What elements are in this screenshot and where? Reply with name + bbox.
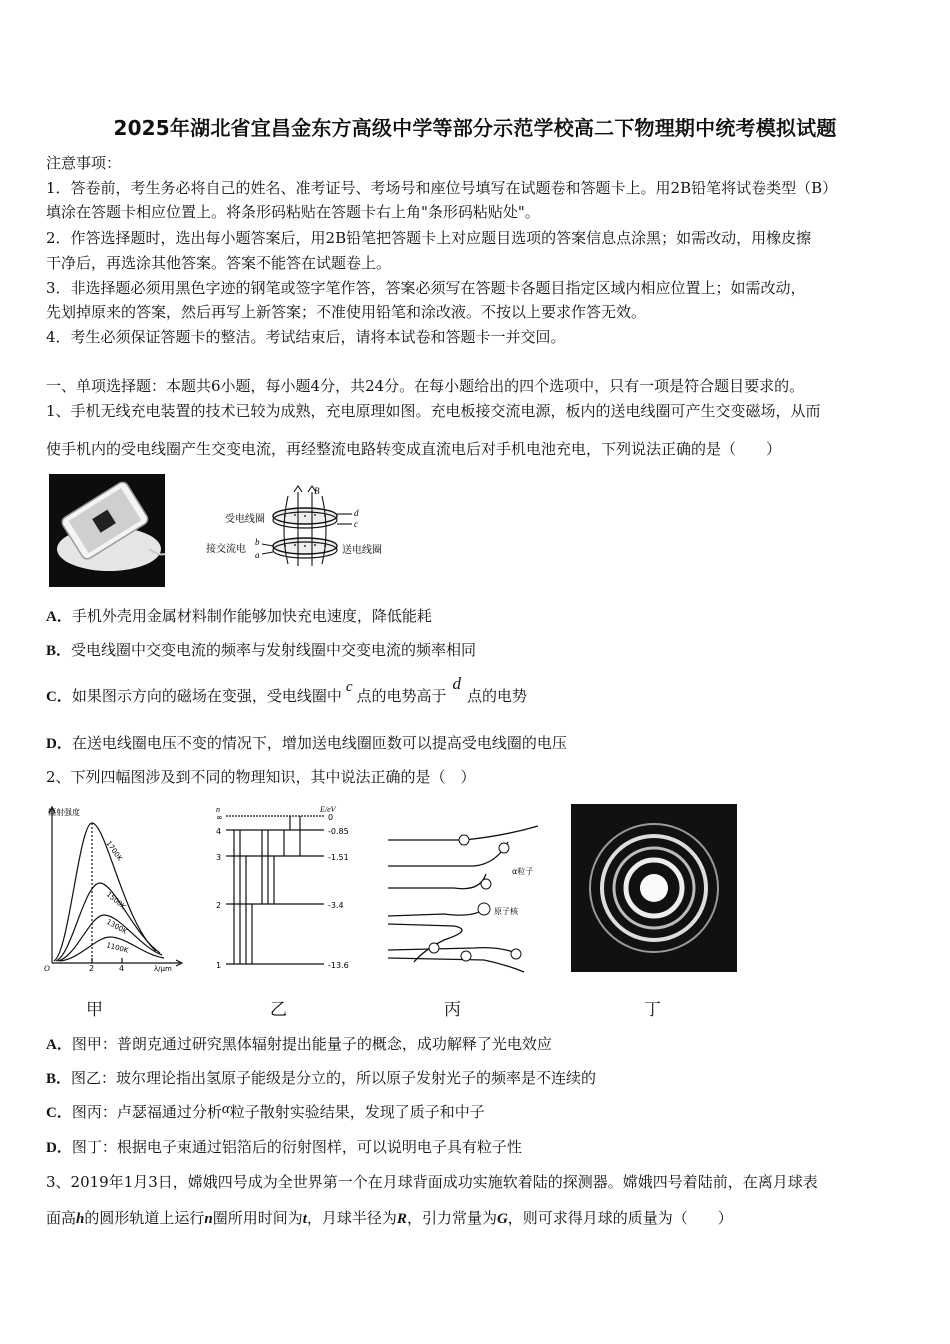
curve-label: 1500K bbox=[104, 890, 128, 911]
notice-line: 1．答卷前，考生务必将自己的姓名、准考证号、考场号和座位号填写在试题卷和答题卡上。用2B铅笔将试卷类型（B） bbox=[46, 179, 838, 197]
label-receive-coil: 受电线圈 bbox=[225, 514, 265, 525]
q1-option-b: B．受电线圈中交变电流的频率与发射线圈中交变电流的频率相同 bbox=[46, 641, 477, 659]
q1-stem: 使手机内的受电线圈产生交变电流，再经整流电路转变成直流电后对手机电池充电，下列说法正确的是（ ） bbox=[46, 440, 782, 458]
notice-heading: 注意事项： bbox=[46, 154, 122, 172]
alpha-label: α粒子 bbox=[512, 867, 534, 876]
notice-line: 填涂在答题卡相应位置上。将条形码粘贴在答题卡右上角"条形码粘贴处"。 bbox=[46, 203, 540, 221]
blackbody-tick: 2 bbox=[89, 964, 95, 973]
coil-diagram bbox=[200, 484, 400, 574]
blackbody-tick: 4 bbox=[119, 964, 125, 973]
alpha-scattering-diagram bbox=[384, 818, 544, 976]
figure-label: 乙 bbox=[270, 1000, 287, 1020]
figure-label: 丙 bbox=[444, 1000, 461, 1020]
label-ac-input: 接交流电 bbox=[206, 544, 246, 555]
level-e: -0.85 bbox=[328, 827, 349, 836]
curve-label: 1300K bbox=[105, 917, 129, 936]
curve-label: 1100K bbox=[105, 941, 130, 955]
page-title: 2025年湖北省宜昌金东方高级中学等部分示范学校高二下物理期中统考模拟试题 bbox=[113, 116, 837, 140]
q3-stem-2: 面高h的圆形轨道上运行n圈所用时间为t，月球半径为R，引力常量为G，则可求得月球的质量为（ ） bbox=[46, 1209, 733, 1227]
label-d: d bbox=[354, 508, 359, 518]
notice-line: 先划掉原来的答案，然后再写上新答案；不准使用铅笔和涂改液。不按以上要求作答无效。 bbox=[46, 303, 647, 321]
blackbody-origin: O bbox=[44, 964, 50, 973]
q3-stem: 3、2019年1月3日，嫦娥四号成为全世界第一个在月球背面成功实施软着陆的探测器。嫦娥四号着陆前，在离月球表 bbox=[46, 1173, 818, 1191]
notice-line: 3．非选择题必须用黑色字迹的钢笔或签字笔作答，答案必须写在答题卡各题目指定区域内相应位置上；如需改动， bbox=[46, 279, 806, 297]
diffraction-pattern bbox=[571, 804, 737, 972]
blackbody-chart bbox=[44, 803, 184, 973]
curve-label: 1700K bbox=[104, 839, 124, 863]
level-n: 3 bbox=[216, 853, 222, 862]
level-n-label: n bbox=[216, 805, 220, 814]
blackbody-xlabel: λ/μm bbox=[154, 965, 172, 973]
label-c: c bbox=[354, 519, 358, 529]
blackbody-ylabel: 辐射强度 bbox=[48, 808, 80, 817]
label-b: b bbox=[255, 537, 260, 547]
label-B: B bbox=[314, 486, 320, 496]
q2-option-b: B．图乙：玻尔理论指出氢原子能级是分立的，所以原子发射光子的频率是不连续的 bbox=[46, 1069, 597, 1087]
level-e-label: E/eV bbox=[320, 805, 336, 814]
nucleus-label: 原子核 bbox=[494, 907, 518, 916]
q2-option-d: D．图丁：根据电子束通过铝箔后的衍射图样，可以说明电子具有粒子性 bbox=[46, 1138, 522, 1156]
level-n: 1 bbox=[216, 961, 222, 970]
notice-line: 2．作答选择题时，选出每小题答案后，用2B铅笔把答题卡上对应题目选项的答案信息点涂黑；如需改动，用橡皮擦 bbox=[46, 229, 812, 247]
figure-label: 丁 bbox=[644, 1000, 661, 1020]
notice-line: 干净后，再选涂其他答案。答案不能答在试题卷上。 bbox=[46, 254, 392, 272]
level-e: 0 bbox=[328, 813, 334, 822]
phone-charging-photo bbox=[49, 474, 165, 587]
energy-level-diagram bbox=[212, 800, 362, 972]
section-heading: 一、单项选择题：本题共6小题，每小题4分，共24分。在每小题给出的四个选项中，只有一项是符合题目要求的。 bbox=[46, 377, 805, 395]
q2-stem: 2、下列四幅图涉及到不同的物理知识，其中说法正确的是（ ） bbox=[46, 768, 476, 786]
level-e: -3.4 bbox=[328, 901, 344, 910]
level-n: 2 bbox=[216, 901, 222, 910]
q2-option-a: A．图甲：普朗克通过研究黑体辐射提出能量子的概念，成功解释了光电效应 bbox=[46, 1035, 552, 1053]
figure-label: 甲 bbox=[86, 1000, 103, 1020]
q1-option-a: A．手机外壳用金属材料制作能够加快充电速度，降低能耗 bbox=[46, 607, 432, 625]
label-send-coil: 送电线圈 bbox=[342, 545, 382, 556]
level-e: -13.6 bbox=[328, 961, 349, 970]
q1-option-d: D．在送电线圈电压不变的情况下，增加送电线圈匝数可以提高受电线圈的电压 bbox=[46, 734, 567, 752]
level-n: 4 bbox=[216, 827, 222, 836]
q1-option-c: C．如果图示方向的磁场在变强，受电线圈中 c 点的电势高于d点的电势 bbox=[46, 674, 528, 705]
q1-stem: 1、手机无线充电装置的技术已较为成熟，充电原理如图。充电板接交流电源，板内的送电线圈可产生交变磁场，从而 bbox=[46, 402, 821, 420]
notice-line: 4．考生必须保证答题卡的整洁。考试结束后，请将本试卷和答题卡一并交回。 bbox=[46, 328, 566, 346]
level-n: ∞ bbox=[216, 813, 223, 822]
label-a: a bbox=[255, 550, 260, 560]
level-e: -1.51 bbox=[328, 853, 349, 862]
q2-option-c: C．图丙：卢瑟福通过分析α粒子散射实验结果，发现了质子和中子 bbox=[46, 1101, 485, 1121]
